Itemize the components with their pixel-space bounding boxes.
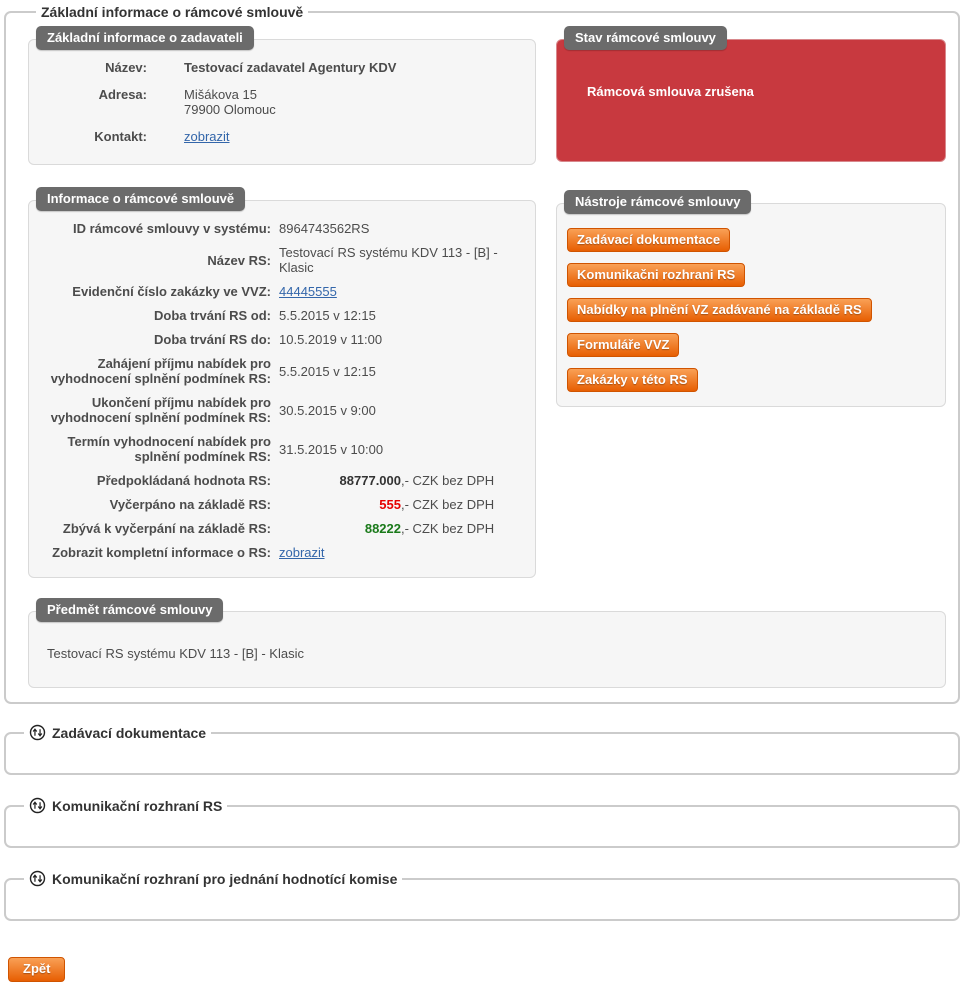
section-body	[16, 743, 948, 757]
section-body	[16, 889, 948, 903]
status-text: Rámcová smlouva zrušena	[587, 84, 754, 99]
info-end-receipt-label: Ukončení příjmu nabídek pro vyhodnocení splnění podmínek RS:	[50, 395, 271, 425]
authority-panel-body	[28, 39, 536, 165]
authority-name-value: Testovací zadavatel Agentury KDV	[184, 60, 397, 75]
framework-agreement-section	[4, 4, 960, 704]
authority-address-label: Adresa:	[98, 87, 147, 102]
agreement-info-panel	[28, 187, 536, 578]
agreement-info-header: Informace o rámcové smlouvě	[36, 187, 245, 211]
info-eval-value: 31.5.2015 v 10:00	[279, 441, 384, 457]
tool-button-offers[interactable]: Nabídky na plnění VZ zadávané na základě RS	[567, 298, 872, 322]
info-estimated-row	[39, 473, 525, 488]
info-eval-row	[39, 434, 525, 464]
subject-text: Testovací RS systému KDV 113 - [B] - Klasic	[47, 646, 304, 661]
info-vvz-row	[39, 284, 525, 299]
tools-panel-header: Nástroje rámcové smlouvy	[564, 190, 751, 214]
collapse-toggle-icon[interactable]	[29, 724, 46, 741]
authority-panel-header: Základní informace o zadavateli	[36, 26, 254, 50]
subject-panel-body	[28, 611, 946, 688]
info-end-receipt-row	[39, 395, 525, 425]
authority-contact-show-link[interactable]: zobrazit	[184, 129, 230, 144]
authority-address-row	[39, 87, 525, 102]
section-communication-interface-rs	[4, 797, 960, 848]
spent-amount-value: 555	[379, 497, 401, 512]
info-spent-label: Vyčerpáno na základě RS:	[109, 497, 271, 512]
agreement-info-body	[28, 200, 536, 578]
info-remaining-row	[39, 521, 525, 536]
amount-suffix: ,- CZK bez DPH	[401, 521, 495, 536]
section-communication-interface-committee	[4, 870, 960, 921]
info-start-receipt-row	[39, 356, 525, 386]
section-title: Komunikační rozhraní pro jednání hodnotící komise	[52, 870, 398, 887]
collapse-toggle-icon[interactable]	[29, 870, 46, 887]
info-complete-label: Zobrazit kompletní informace o RS:	[52, 545, 271, 560]
info-remaining-label: Zbývá k vyčerpání na základě RS:	[62, 521, 271, 536]
authority-contact-row	[39, 129, 525, 144]
section-title: Zadávací dokumentace	[52, 724, 207, 741]
info-complete-row	[39, 545, 525, 560]
info-id-value: 8964743562RS	[279, 221, 370, 236]
vvz-number-link[interactable]: 44445555	[279, 284, 337, 299]
info-eval-label: Termín vyhodnocení nabídek pro splnění podmínek RS:	[67, 434, 271, 464]
tool-button-vvz-forms[interactable]: Formuláře VVZ	[567, 333, 679, 357]
remaining-amount-value: 88222	[364, 521, 401, 536]
page-title	[36, 4, 308, 20]
section-title: Komunikační rozhraní RS	[52, 797, 223, 814]
authority-panel	[28, 26, 536, 165]
subject-panel-header: Předmět rámcové smlouvy	[36, 598, 223, 622]
info-id-row	[39, 221, 525, 236]
info-name-row	[39, 245, 525, 275]
info-start-receipt-value: 5.5.2015 v 12:15	[279, 363, 376, 379]
status-panel-header: Stav rámcové smlouvy	[564, 26, 727, 50]
authority-address-line2: 79900 Olomouc	[184, 102, 276, 117]
info-end-receipt-value: 30.5.2015 v 9:00	[279, 402, 376, 418]
back-button[interactable]: Zpět	[8, 957, 65, 982]
info-from-value: 5.5.2015 v 12:15	[279, 308, 376, 323]
info-from-row	[39, 308, 525, 323]
status-panel	[556, 26, 946, 162]
info-to-value: 10.5.2019 v 11:00	[279, 332, 383, 347]
info-start-receipt-label: Zahájení příjmu nabídek pro vyhodnocení splnění podmínek RS:	[50, 356, 271, 386]
subject-panel	[28, 598, 946, 688]
info-to-row	[39, 332, 525, 347]
tool-button-tender-documentation[interactable]: Zadávací dokumentace	[567, 228, 730, 252]
info-to-label: Doba trvání RS do:	[153, 332, 271, 347]
tool-button-contracts-in-rs[interactable]: Zakázky v této RS	[567, 368, 698, 392]
authority-name-label: Název:	[105, 60, 147, 75]
info-from-label: Doba trvání RS od:	[153, 308, 271, 323]
section-tender-documentation	[4, 724, 960, 775]
tools-panel-body	[556, 203, 946, 407]
authority-name-row	[39, 60, 525, 75]
top-grid	[28, 26, 946, 578]
amount-suffix: ,- CZK bez DPH	[401, 473, 495, 488]
info-id-label: ID rámcové smlouvy v systému:	[73, 221, 271, 236]
tool-button-communication-interface[interactable]: Komunikačni rozhrani RS	[567, 263, 745, 287]
collapse-toggle-icon[interactable]	[29, 797, 46, 814]
info-name-value: Testovací RS systému KDV 113 - [B] - Klasic	[279, 245, 498, 275]
complete-info-show-link[interactable]: zobrazit	[279, 545, 325, 560]
authority-contact-label: Kontakt:	[94, 129, 147, 144]
page-title-text: Základní informace o rámcové smlouvě	[41, 4, 304, 20]
amount-suffix: ,- CZK bez DPH	[401, 497, 495, 512]
status-panel-body	[556, 39, 946, 162]
section-body	[16, 816, 948, 830]
authority-address-line1: Mišákova 15	[184, 87, 257, 102]
info-estimated-label: Předpokládaná hodnota RS:	[96, 473, 271, 488]
tools-panel	[556, 190, 946, 407]
estimated-amount-value: 88777.000	[339, 473, 401, 488]
info-spent-row	[39, 497, 525, 512]
info-vvz-label: Evidenční číslo zakázky ve VVZ:	[72, 284, 271, 299]
info-name-label: Název RS:	[207, 252, 271, 268]
